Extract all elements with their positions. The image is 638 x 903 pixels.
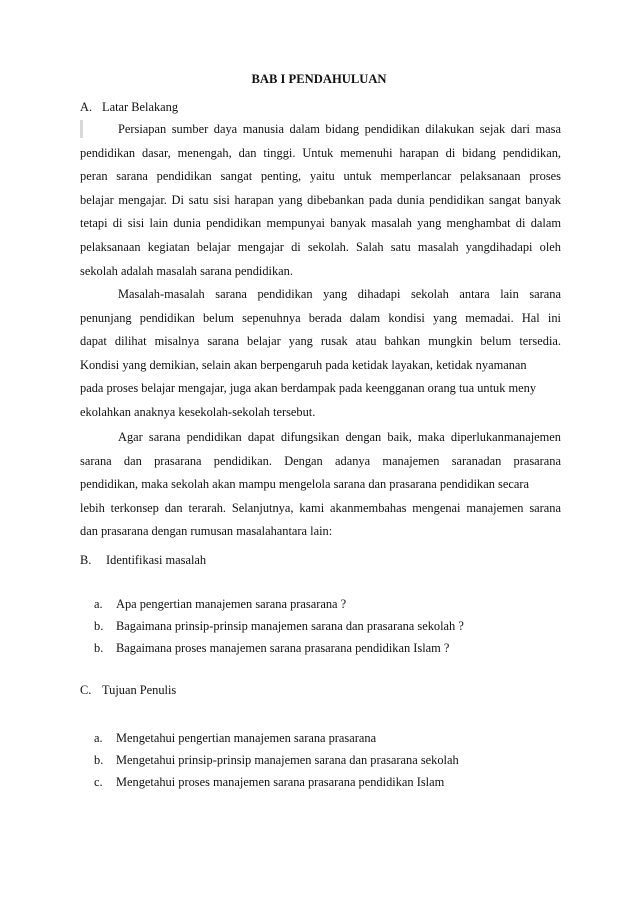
list-item (94, 771, 459, 793)
list-item (94, 727, 459, 749)
paragraph-line: sarana dan prasarana pendidikan. Dengan adanya manajemen saranadan prasarana (80, 453, 561, 468)
paragraph-line: Agar sarana pendidikan dapat difungsikan dengan baik, maka diperlukanmanajemen (118, 430, 561, 444)
paragraph-line: dan prasarana dengan rumusan masalahantara lain: (80, 524, 333, 539)
objective-list (94, 727, 459, 793)
list-item (94, 637, 464, 659)
paragraph-line: Masalah-masalah sarana pendidikan yang dihadapi sekolah antara lain sarana (118, 287, 561, 301)
paragraph-line: penunjang pendidikan belum sepenuhnya berada dalam kondisi yang memadai. Hal ini (80, 310, 561, 325)
paragraph-line: ekolahkan anaknya kesekolah-sekolah tersebut. (80, 404, 316, 419)
section-a-heading (80, 100, 178, 115)
paragraph-line: peran sarana pendidikan sangat penting, yaitu untuk memperlancar pelaksanaan proses (80, 169, 561, 184)
paragraph-line: tetapi di sisi lain dunia pendidikan mempunyai banyak masalah yang menghambat di dalam (80, 216, 561, 231)
paragraph-line: pendidikan, maka sekolah akan mampu mengelola sarana dan prasarana pendidikan secara (80, 477, 529, 492)
section-b-heading (80, 553, 206, 568)
list-marker: a. (94, 731, 103, 745)
section-c-heading (80, 683, 176, 698)
list-item-text: Mengetahui pengertian manajemen sarana prasarana (116, 731, 377, 745)
list-item (94, 593, 464, 615)
paragraph-line: pada proses belajar mengajar, juga akan berdampak pada keengganan orang tua untuk meny (80, 381, 537, 396)
section-c-number: C. (80, 683, 92, 697)
paragraph-line: pendidikan dasar, menengah, dan tinggi. Untuk memenuhi harapan di bidang pendidikan, (80, 145, 561, 160)
paragraph-2 (80, 283, 561, 425)
list-item-text: Mengetahui proses manajemen sarana prasarana pendidikan Islam (116, 775, 445, 789)
list-marker: b. (94, 641, 104, 655)
list-item-text: Apa pengertian manajemen sarana prasarana ? (116, 597, 347, 611)
list-item (94, 615, 464, 637)
paragraph-3 (80, 426, 561, 544)
paragraph-line: lebih terkonsep dan terarah. Selanjutnya, kami akanmembahas mengenai manajemen sarana (80, 500, 561, 515)
list-item-text: Bagaimana proses manajemen sarana prasarana pendidikan Islam ? (116, 641, 450, 655)
list-marker: b. (94, 753, 104, 767)
paragraph-line: belajar mengajar. Di satu sisi harapan yang dibebankan pada dunia pendidikan sangat banyak (80, 192, 561, 207)
paragraph-line: Persiapan sumber daya manusia dalam bidang pendidikan dilakukan sejak dari masa (118, 122, 561, 136)
list-item-text: Bagaimana prinsip-prinsip manajemen sarana dan prasarana sekolah ? (116, 619, 464, 633)
chapter-title: BAB I PENDAHULUAN (251, 72, 387, 86)
paragraph-line: dapat dilihat misalnya sarana belajar yang rusak atau bahkan mungkin belum tersedia. (80, 334, 561, 349)
paragraph-line: pelaksanaan kegiatan belajar mengajar di sekolah. Salah satu masalah yangdihadapi oleh (80, 239, 561, 254)
list-item (94, 749, 459, 771)
list-marker: c. (94, 775, 103, 789)
paragraph-1 (80, 118, 561, 283)
section-a-number: A. (80, 100, 93, 114)
paragraph-line: sekolah adalah masalah sarana pendidikan. (80, 263, 293, 278)
section-a-title: Latar Belakang (102, 100, 179, 114)
list-marker: b. (94, 619, 104, 633)
section-b-title: Identifikasi masalah (106, 553, 207, 567)
section-b-number: B. (80, 553, 92, 567)
list-item-text: Mengetahui prinsip-prinsip manajemen sarana dan prasarana sekolah (116, 753, 459, 767)
paragraph-line: Kondisi yang demikian, selain akan berpengaruh pada ketidak layakan, ketidak nyamanan (80, 357, 527, 372)
list-marker: a. (94, 597, 103, 611)
section-c-title: Tujuan Penulis (102, 683, 177, 697)
problem-list (94, 593, 464, 659)
